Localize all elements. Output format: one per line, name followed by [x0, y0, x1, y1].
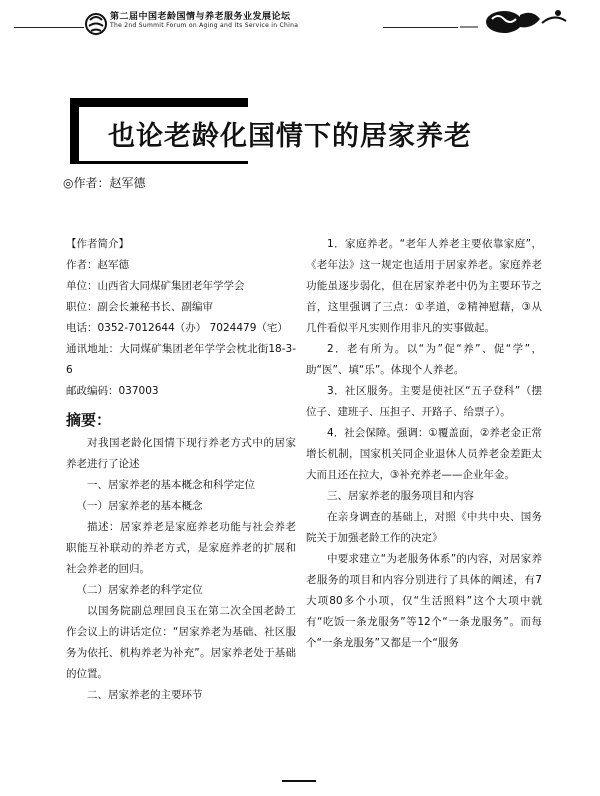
paragraph: 对我国老龄化国情下现行养老方式中的居家养老进行了论述	[66, 437, 296, 470]
paragraph: 通讯地址：大同煤矿集团老年学学会枕北街18-3-6	[66, 343, 296, 376]
paragraph: 3．社区服务。主要是使社区“五子登科”（摆位子、建班子、压担子、开路子、给票子）。	[306, 385, 542, 418]
title-frame-bar	[70, 98, 248, 107]
paragraph: 描述：居家养老是家庭养老功能与社会养老职能互补联动的养老方式，是家庭养老的扩展和社会养老的回归。	[66, 521, 296, 575]
paragraph: 以国务院副总理回良玉在第二次全国老龄工作会议上的讲话定位：“居家养老为基础、社区服务为依托、机构养老为补充”。居家养老处于基础的位置。	[66, 605, 296, 680]
paragraph: 中要求建立“为老服务体系”的内容，对居家养老服务的项目和内容分别进行了具体的阐述，有7大项80多个小项，仅“生活照料”这个大项中就有“吃饭一条龙服务”等12个“一条龙服务”。而每个“一条龙服务”又都是一个“服务	[306, 553, 542, 649]
byline: ◎作者：赵军德	[63, 176, 146, 190]
paragraph: 电话：0352-7012644（办） 7024479（宅）	[66, 322, 288, 334]
paragraph: （一）居家养老的基本概念	[76, 500, 203, 512]
paragraph: 二、居家养老的主要环节	[87, 689, 203, 701]
paragraph: 4．社会保障。强调：①覆盖面，②养老金正常增长机制，国家机关同企业退休人员养老金差距太大而且还在拉大，③补充养老——企业年金。	[306, 427, 542, 481]
header-subtitle: The 2nd Summit Forum on Aging and Its Service in China	[110, 22, 299, 29]
right-column	[306, 234, 542, 654]
header-rule-left	[14, 27, 84, 28]
paragraph: 2．老有所为。以“为”促“养”、促“学”，助“医”、填“乐”。体现个人养老。	[306, 343, 542, 376]
page-footer-rule	[282, 780, 316, 782]
paragraph: （二）居家养老的科学定位	[76, 584, 203, 596]
title-frame-side	[70, 98, 79, 164]
forum-logo-icon	[84, 8, 108, 40]
paragraph: 在亲身调查的基础上，对照《中共中央、国务院关于加强老龄工作的决定》	[306, 511, 542, 544]
paragraph: 一、居家养老的基本概念和科学定位	[87, 479, 255, 491]
header-title: 第二届中国老龄国情与养老服务业发展论坛	[110, 12, 291, 22]
paragraph: 1．家庭养老。“老年人养老主要依靠家庭”，《老年法》这一规定也适用于居家养老。家庭养老功能虽逐步弱化，但在居家养老中仍为主要环节之首，这里强调了三点：①孝道，②精神慰藉，③从几件看似平凡实则作用非凡的实事做起。	[306, 238, 542, 334]
paragraph: 【作者简介】	[66, 238, 129, 250]
header-ornament-icon	[458, 5, 578, 37]
paragraph: 三、居家养老的服务项目和内容	[327, 490, 474, 502]
abstract-heading: 摘要：	[66, 411, 112, 429]
paragraph: 单位：山西省大同煤矿集团老年学学会	[66, 280, 245, 292]
paragraph: 作者：赵军德	[66, 259, 129, 271]
header-rule-right	[383, 27, 458, 28]
article-title: 也论老龄化国情下的居家养老	[108, 121, 472, 152]
left-column	[66, 234, 296, 706]
paragraph: 邮政编码：037003	[66, 385, 159, 397]
paragraph: 职位：副会长兼秘书长、副编审	[66, 301, 213, 313]
